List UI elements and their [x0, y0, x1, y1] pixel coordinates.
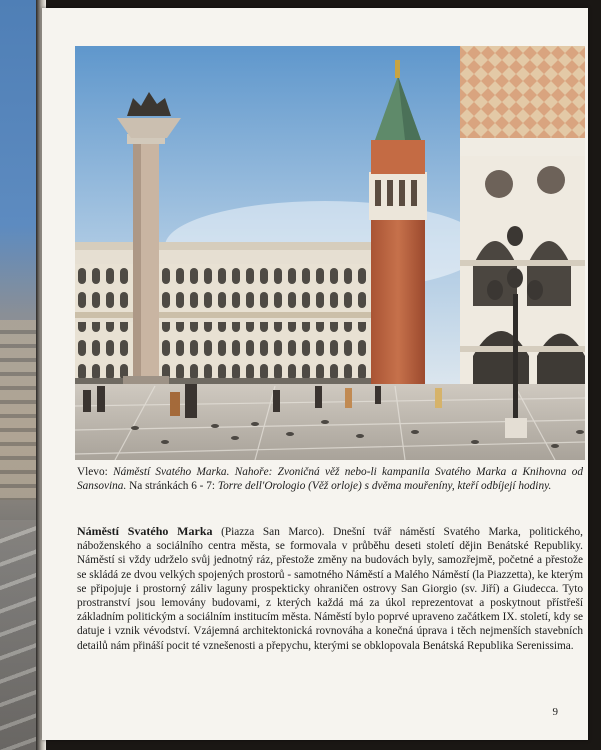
- adjacent-page-edge: [0, 0, 38, 750]
- article-body: (Piazza San Marco). Dnešní tvář náměstí Svatého Marka, politického, náboženského a sociálního centra města, se formovala v průběhu deseti století dějin Benátské Republiky. Náměstí si vždy udrželo svůj jednotný ráz, přestože změny na budovách byly, samozřejmě, početné a přestože se skládá ze dvou velkých spojených prostorů - samotného Náměstí a Malého Náměstí (la Piazzetta), ke kterým se připojuje i prostorný záliv laguny prospekticky ohraničen ostrovy San Giorgio (sv. Jiří) a Giudecca. Tyto prostranství jsou lemovány budovami, z kterých každá má za úkol reprezentovat a poskytnout přístřeší základním politickým a sociálním institucím města. Náměstí bylo poprvé upraveno začátkem IX. století, kdy se datuje i vznik vévodství. Vzájemná architektonická rovnováha a konečná úprava i těch nejmenších stavebních detailů nám přináší pocit té vznešenosti a přepychu, kterými se obklopovala Benátská Republika Serenissima.: [77, 526, 584, 652]
- article-paragraph: [77, 524, 583, 653]
- caption-page-reference: Na stránkách 6 - 7:: [126, 480, 218, 493]
- caption-clock-tower-italic: Torre dell'Orologio (Věž orloje) s dvěma mouřeníny, kteří odbíjejí hodiny.: [217, 480, 552, 493]
- photo-piazza-san-marco: [75, 46, 585, 460]
- page-number: 9: [552, 706, 558, 718]
- caption-title-italic: Náměstí Svatého Marka. Nahoře: Zvoničná věž nebo-li kampanila Svatého Marka a Knihovna od Sansovina.: [77, 466, 584, 493]
- adjacent-page-pavement: [0, 520, 38, 750]
- article-heading: Náměstí Svatého Marka: [77, 524, 213, 538]
- caption-direction-left: Vlevo:: [77, 466, 114, 478]
- adjacent-page-facade: [0, 320, 38, 500]
- book-page: [42, 8, 588, 740]
- photo-caption: [77, 465, 583, 494]
